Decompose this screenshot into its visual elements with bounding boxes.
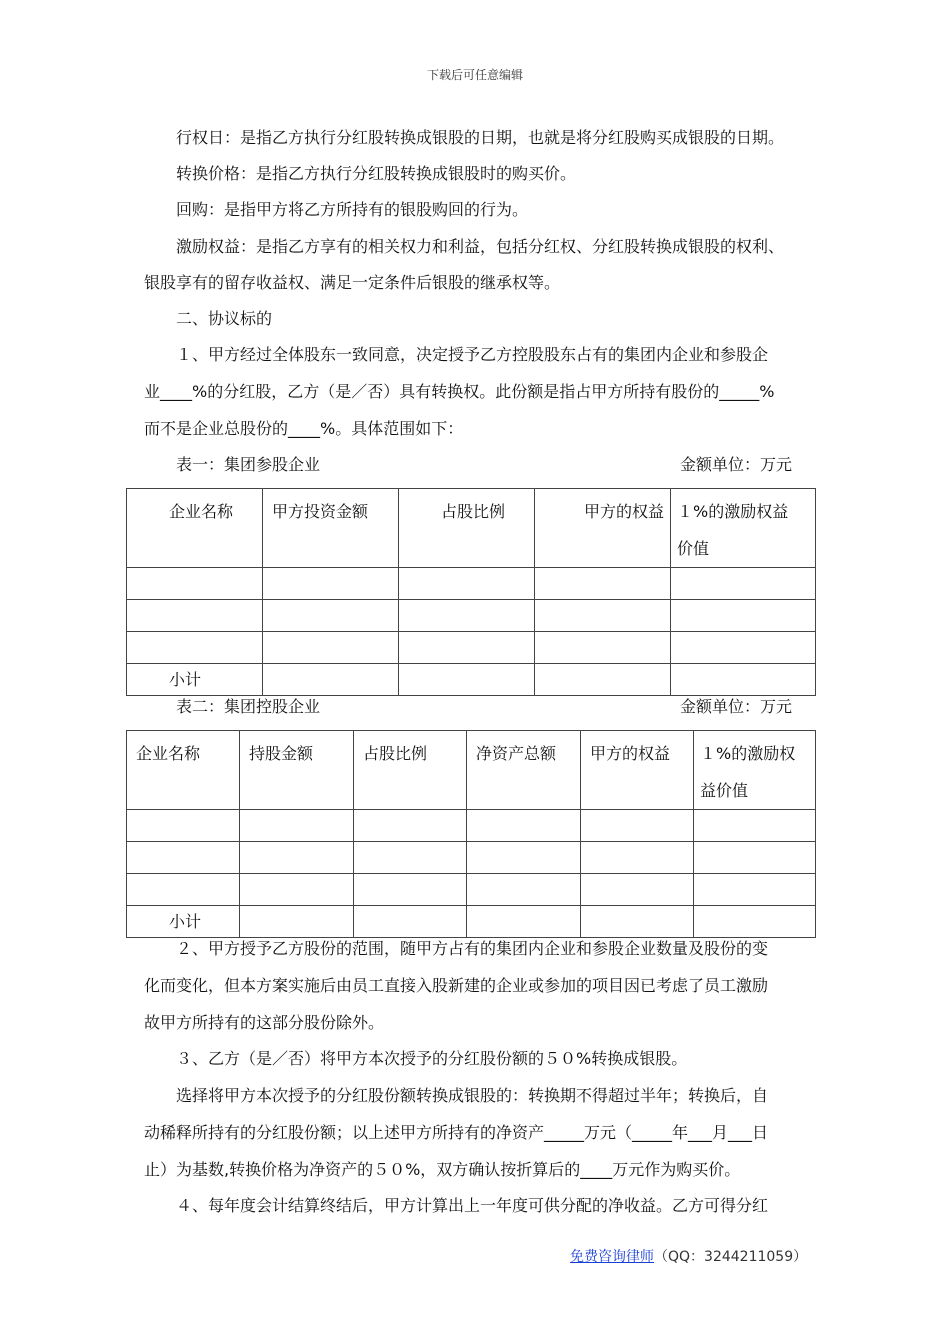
consult-lawyer-link[interactable]: 免费咨询律师 [570, 1249, 654, 1265]
table-header-cell: 净资产总额 [467, 731, 581, 810]
table2-unit: 金额单位：万元 [680, 697, 793, 716]
table-header-cell: 企业名称 [127, 731, 240, 810]
paragraph-buyback: 回购：是指甲方将乙方所持有的银股购回的行为。 [176, 200, 529, 219]
table-row [127, 568, 816, 600]
paragraph-clause-2-end: 故甲方所持有的这部分股份除外。 [144, 1013, 385, 1032]
table-row [127, 632, 816, 664]
paragraph-clause-1: １、甲方经过全体股东一致同意，决定授予乙方控股股东占有的集团内企业和参股企 [176, 345, 769, 364]
paragraph-incentive-rights: 激励权益：是指乙方享有的相关权力和利益，包括分红权、分红股转换成银股的权利、 [176, 237, 785, 256]
paragraph-conversion-cont: 动稀释所持有的分红股份额；以上述甲方所持有的净资产_____万元（_____年___月___日 [144, 1123, 769, 1142]
paragraph-exercise-date: 行权日：是指乙方执行分红股转换成银股的日期，也就是将分红股购买成银股的日期。 [176, 128, 785, 147]
paragraph-conversion-end: 止）为基数,转换价格为净资产的５０%，双方确认按折算后的____万元作为购买价。 [144, 1160, 741, 1179]
subtotal-label: 小计 [169, 670, 202, 689]
table2-caption: 表二：集团控股企业 [176, 697, 321, 716]
table-row [127, 874, 816, 906]
table1 [126, 488, 816, 696]
table-header-cell: 持股金额 [240, 731, 354, 810]
table-header-cell: 占股比例 [354, 731, 467, 810]
table1-unit: 金额单位：万元 [680, 455, 793, 474]
table-header-cell: 占股比例 [399, 489, 535, 568]
paragraph-conversion: 选择将甲方本次授予的分红股份额转换成银股的：转换期不得超过半年；转换后，自 [176, 1086, 769, 1105]
table-row [127, 600, 816, 632]
paragraph-clause-2-cont: 化而变化，但本方案实施后由员工直接入股新建的企业或参加的项目因已考虑了员工激励 [144, 976, 769, 995]
paragraph-clause-1-cont: 业____%的分红股，乙方（是／否）具有转换权。此份额是指占甲方所持有股份的_____% [144, 382, 775, 401]
footer [570, 1246, 807, 1266]
table1-caption: 表一：集团参股企业 [176, 455, 321, 474]
table-header-cell: １%的激励权 益价值 [694, 731, 816, 810]
table2 [126, 730, 816, 938]
paragraph-clause-1-end: 而不是企业总股份的____%。具体范围如下： [144, 419, 464, 438]
paragraph-conversion-price: 转换价格：是指乙方执行分红股转换成银股时的购买价。 [176, 164, 577, 183]
paragraph-clause-4: ４、每年度会计结算终结后，甲方计算出上一年度可供分配的净收益。乙方可得分红 [176, 1196, 769, 1215]
table-header-cell: 甲方投资金额 [263, 489, 399, 568]
table-row-subtotal [127, 906, 816, 938]
table-header-cell: １%的激励权益 价值 [671, 489, 816, 568]
paragraph-clause-2: ２、甲方授予乙方股份的范围，随甲方占有的集团内企业和参股企业数量及股份的变 [176, 939, 769, 958]
table-header-cell: 甲方的权益 [581, 731, 694, 810]
table-row-subtotal [127, 664, 816, 696]
subtotal-label: 小计 [169, 912, 202, 931]
table-row [127, 842, 816, 874]
paragraph-incentive-rights-cont: 银股享有的留存收益权、满足一定条件后银股的继承权等。 [144, 273, 561, 292]
table-header-cell: 企业名称 [127, 489, 263, 568]
table-header-cell: 甲方的权益 [535, 489, 671, 568]
paragraph-clause-3: ３、乙方（是／否）将甲方本次授予的分红股份额的５０%转换成银股。 [176, 1049, 688, 1068]
table-row [127, 810, 816, 842]
qq-contact: （QQ：3244211059） [654, 1249, 808, 1265]
page-header: 下载后可任意编辑 [426, 68, 523, 82]
section-heading: 二、协议标的 [176, 309, 273, 328]
